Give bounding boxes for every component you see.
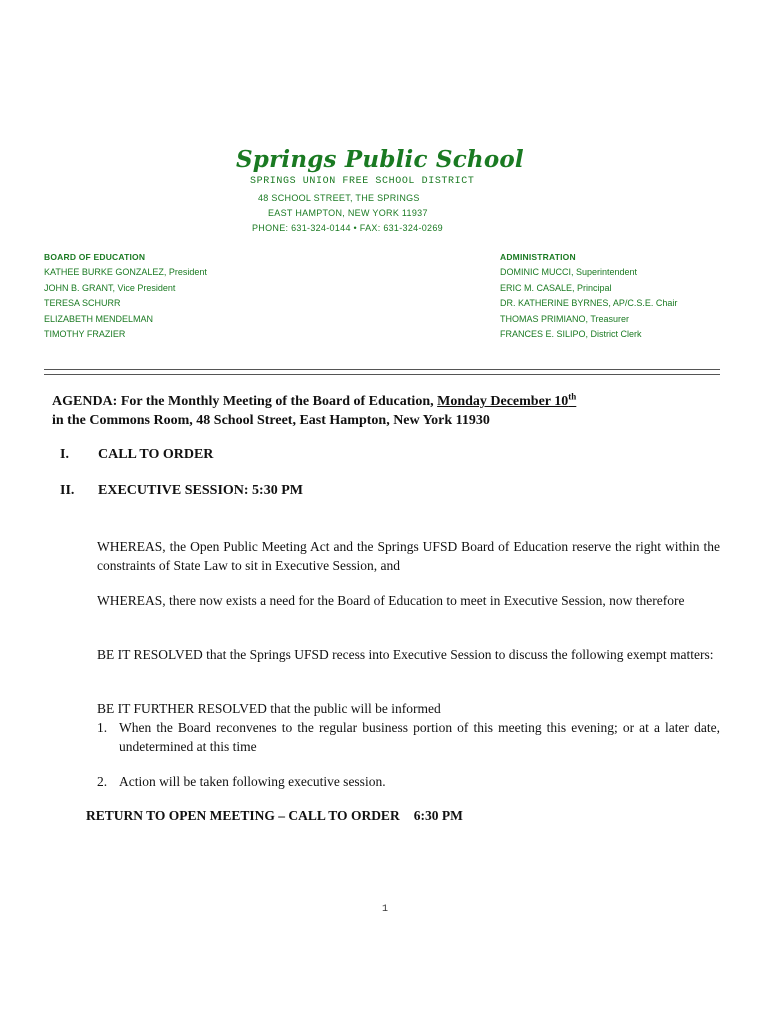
school-name-logo: Springs Public School (236, 146, 524, 173)
header-divider-top (44, 369, 720, 370)
return-to-open-meeting (86, 808, 463, 824)
list-item-text: Action will be taken following executive session. (119, 774, 386, 789)
resolution-paragraph: WHEREAS, the Open Public Meeting Act and the Springs UFSD Board of Education reserve the right within the constraints of State Law to sit in Executive Session, and (97, 539, 720, 573)
address-line-2: EAST HAMPTON, NEW YORK 11937 (268, 208, 428, 218)
admin-member: DR. KATHERINE BYRNES, AP/C.S.E. Chair (500, 298, 678, 308)
agenda-heading (52, 392, 732, 430)
list-item-number: 2. (97, 774, 108, 789)
board-of-education-list (44, 252, 207, 343)
return-label: RETURN TO OPEN MEETING – CALL TO ORDER (86, 808, 400, 823)
phone-fax: PHONE: 631-324-0144 • FAX: 631-324-0269 (252, 223, 443, 233)
administration-list (500, 252, 677, 343)
page-number: 1 (381, 904, 388, 915)
admin-member: THOMAS PRIMIANO, Treasurer (500, 313, 630, 324)
agenda-item-call-to-order: CALL TO ORDER (98, 447, 214, 462)
resolution-paragraph: BE IT RESOLVED that the Springs UFSD recess into Executive Session to discuss the following exempt matters: (97, 647, 714, 662)
admin-member: ERIC M. CASALE, Principal (500, 282, 612, 293)
meeting-location: in the Commons Room, 48 School Street, East Hampton, New York 11930 (52, 413, 490, 428)
header-divider-bottom (44, 374, 720, 375)
return-time: 6:30 PM (413, 808, 463, 823)
board-member: JOHN B. GRANT, Vice President (44, 282, 176, 293)
list-item-number: 1. (97, 720, 108, 735)
admin-member: DOMINIC MUCCI, Superintendent (500, 267, 638, 277)
agenda-item-number: I. (60, 447, 69, 462)
admin-member: FRANCES E. SILIPO, District Clerk (500, 329, 642, 339)
address-line-1: 48 SCHOOL STREET, THE SPRINGS (258, 193, 420, 203)
district-name: SPRINGS UNION FREE SCHOOL DISTRICT (250, 176, 475, 187)
list-item (97, 718, 720, 756)
administration-title: ADMINISTRATION (500, 252, 576, 262)
board-member: KATHEE BURKE GONZALEZ, President (44, 267, 207, 277)
meeting-date: Monday December 10 (437, 394, 569, 409)
list-item (97, 772, 720, 791)
board-member: TERESA SCHURR (44, 298, 121, 308)
agenda-item-number: II. (60, 483, 75, 498)
agenda-item-executive-session: EXECUTIVE SESSION: 5:30 PM (98, 483, 303, 498)
board-member: ELIZABETH MENDELMAN (44, 313, 154, 324)
board-member: TIMOTHY FRAZIER (44, 329, 126, 339)
meeting-date-suffix: th (568, 391, 577, 402)
board-title: BOARD OF EDUCATION (44, 252, 146, 262)
resolution-paragraph: WHEREAS, there now exists a need for the Board of Education to meet in Executive Session, now therefore (97, 593, 685, 608)
agenda-heading-prefix: AGENDA: For the Monthly Meeting of the Board of Education, (52, 394, 438, 409)
list-item-text: When the Board reconvenes to the regular business portion of this meeting this evening; or at a later date, undetermined at this time (119, 720, 720, 754)
resolution-paragraph: BE IT FURTHER RESOLVED that the public will be informed (97, 701, 441, 716)
